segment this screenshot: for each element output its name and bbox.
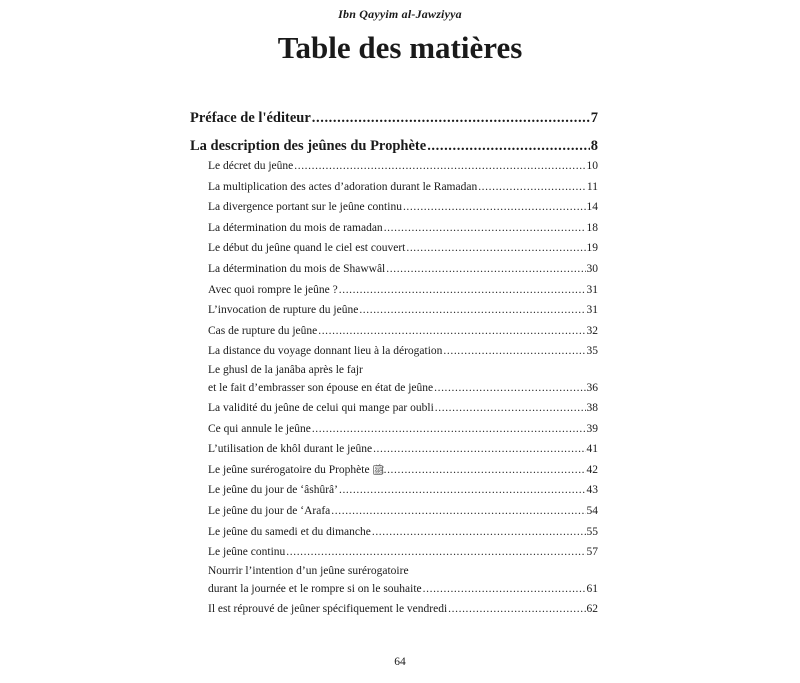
toc-entry[interactable] bbox=[208, 341, 598, 362]
dot-leader bbox=[448, 599, 585, 620]
toc-entry-page: 55 bbox=[586, 525, 598, 538]
toc-entry-label: Le jeûne continu bbox=[208, 546, 286, 559]
dot-leader bbox=[403, 197, 586, 218]
toc-entry-page: 14 bbox=[586, 201, 598, 214]
toc-entry-label: L’utilisation de khôl durant le jeûne bbox=[208, 443, 373, 456]
dot-leader bbox=[384, 460, 586, 481]
toc-entry[interactable] bbox=[208, 197, 598, 218]
toc-entry-label: Le décret du jeûne bbox=[208, 160, 294, 172]
toc-entry-label: Le début du jeûne quand le ciel est couvert bbox=[208, 242, 406, 255]
toc-entry-label: La divergence portant sur le jeûne continu bbox=[208, 201, 402, 214]
dot-leader bbox=[427, 136, 590, 156]
dot-leader bbox=[339, 480, 586, 501]
toc-entry[interactable] bbox=[208, 522, 598, 543]
toc-entry-page: 31 bbox=[586, 283, 598, 296]
toc-entry-page: 10 bbox=[586, 160, 598, 172]
toc-entry[interactable] bbox=[208, 300, 598, 321]
toc-entry-label: Cas de rupture du jeûne bbox=[208, 324, 318, 337]
toc-entry-label: Le jeûne surérogatoire du Prophète ﷺ bbox=[208, 463, 385, 476]
dot-leader bbox=[318, 321, 585, 342]
toc-entry[interactable] bbox=[208, 460, 598, 481]
toc-entry-label: et le fait d’embrasser son épouse en état de jeûne bbox=[208, 381, 434, 394]
dot-leader bbox=[435, 398, 586, 419]
page-number: 64 bbox=[394, 656, 406, 668]
toc-entry-page: 61 bbox=[586, 582, 598, 595]
toc-entry-page: 7 bbox=[590, 110, 598, 126]
dot-leader bbox=[312, 108, 590, 128]
toc-entry-page: 30 bbox=[586, 262, 598, 275]
toc-entry[interactable] bbox=[208, 321, 598, 342]
toc-entry-label: Le jeûne du jour de ‘Arafa bbox=[208, 504, 331, 517]
toc-entry-page: 36 bbox=[586, 381, 598, 394]
table-of-contents bbox=[190, 100, 598, 619]
running-header-author: Ibn Qayyim al-Jawziyya bbox=[338, 7, 462, 21]
toc-entry-page: 38 bbox=[586, 401, 598, 414]
dot-leader bbox=[386, 259, 585, 280]
dot-leader bbox=[286, 542, 585, 563]
toc-entry-page: 31 bbox=[586, 304, 598, 317]
toc-entry-label: L’invocation de rupture du jeûne bbox=[208, 304, 359, 317]
toc-entry[interactable] bbox=[208, 439, 598, 460]
toc-sub-entries bbox=[190, 156, 598, 619]
toc-entry[interactable] bbox=[208, 542, 598, 563]
toc-entry-label: Il est réprouvé de jeûner spécifiquement le vendredi bbox=[208, 602, 448, 615]
toc-entry-label: La description des jeûnes du Prophète bbox=[190, 138, 427, 154]
toc-entry-label: Le jeûne du samedi et du dimanche bbox=[208, 525, 371, 538]
toc-entry[interactable] bbox=[208, 419, 598, 440]
toc-entry[interactable] bbox=[208, 259, 598, 280]
toc-entry-label: La détermination du mois de Shawwâl bbox=[208, 262, 386, 275]
toc-entry[interactable] bbox=[208, 362, 598, 398]
toc-entry[interactable] bbox=[208, 177, 598, 198]
dot-leader bbox=[478, 177, 586, 198]
dot-leader bbox=[312, 419, 586, 440]
toc-entry-page: 62 bbox=[586, 602, 598, 615]
dot-leader bbox=[372, 522, 586, 543]
dot-leader bbox=[373, 439, 585, 460]
toc-entry[interactable] bbox=[208, 218, 598, 239]
toc-entry-page: 11 bbox=[586, 180, 598, 193]
toc-entry-label: durant la journée et le rompre si on le souhaite bbox=[208, 582, 422, 595]
dot-leader bbox=[294, 156, 585, 177]
toc-entry-page: 42 bbox=[586, 463, 598, 476]
toc-entry-description[interactable] bbox=[190, 128, 598, 156]
toc-entry-label: La distance du voyage donnant lieu à la dérogation bbox=[208, 345, 443, 358]
toc-entry-label: Préface de l'éditeur bbox=[190, 110, 311, 126]
toc-entry[interactable] bbox=[208, 599, 598, 620]
toc-entry-label: La validité du jeûne de celui qui mange par oubli bbox=[208, 401, 434, 414]
dot-leader bbox=[384, 218, 586, 239]
toc-entry[interactable] bbox=[208, 563, 598, 599]
toc-entry-page: 57 bbox=[586, 546, 598, 559]
toc-entry-label-line1: Le ghusl de la janâba après le fajr bbox=[208, 363, 363, 376]
toc-entry-page: 32 bbox=[586, 324, 598, 337]
dot-leader bbox=[359, 300, 585, 321]
dot-leader bbox=[339, 280, 586, 301]
toc-entry-page: 43 bbox=[586, 484, 598, 497]
dot-leader bbox=[406, 238, 585, 259]
toc-entry-label: La détermination du mois de ramadan bbox=[208, 221, 383, 234]
toc-entry[interactable] bbox=[208, 480, 598, 501]
toc-entry-page: 19 bbox=[586, 242, 598, 255]
toc-entry-page: 18 bbox=[586, 221, 598, 234]
toc-entry-label-line1: Nourrir l’intention d’un jeûne surérogatoire bbox=[208, 564, 409, 577]
toc-entry-label: Le jeûne du jour de ‘âshûrâ’ bbox=[208, 484, 338, 497]
toc-entry-preface[interactable] bbox=[190, 100, 598, 128]
toc-entry-label: La multiplication des actes d’adoration durant le Ramadan bbox=[208, 180, 478, 193]
toc-entry-page: 39 bbox=[586, 422, 598, 435]
toc-entry-label: Avec quoi rompre le jeûne ? bbox=[208, 283, 338, 296]
toc-entry[interactable] bbox=[208, 238, 598, 259]
toc-entry-page: 41 bbox=[586, 443, 598, 456]
dot-leader bbox=[443, 341, 585, 362]
honorific-icon: ﷺ bbox=[373, 465, 385, 476]
toc-entry[interactable] bbox=[208, 501, 598, 522]
toc-entry[interactable] bbox=[208, 398, 598, 419]
toc-entry-page: 54 bbox=[586, 504, 598, 517]
toc-entry-page: 35 bbox=[586, 345, 598, 358]
toc-entry-label: Ce qui annule le jeûne bbox=[208, 422, 311, 435]
dot-leader bbox=[423, 579, 586, 599]
toc-entry-page: 8 bbox=[590, 138, 598, 154]
dot-leader bbox=[434, 378, 585, 398]
page-title: Table des matières bbox=[277, 30, 523, 65]
toc-entry[interactable] bbox=[208, 280, 598, 301]
dot-leader bbox=[331, 501, 585, 522]
toc-entry[interactable] bbox=[208, 156, 598, 177]
